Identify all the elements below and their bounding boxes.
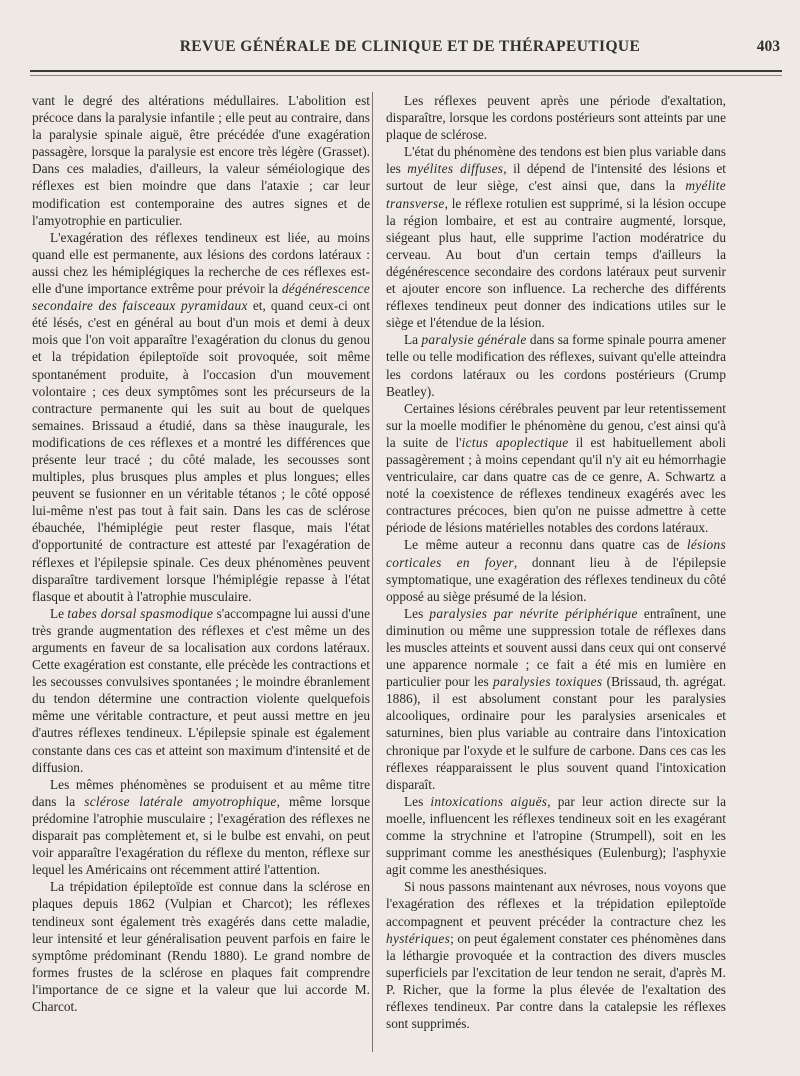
paragraph bbox=[32, 776, 370, 879]
paragraph bbox=[386, 793, 726, 878]
text-run: et, quand ceux-ci ont été lésés, c'est en général au bout d'un mois et demi à deux mois que l'on voit apparaître l'exagération du clonus du genou et la trépidation épileptoïde soit provoquée, soit même spontanément produite, à l'occasion d'un mouvement volontaire ; ces deux symptômes sont les précurseurs de la contracture permanente qui les suit au bout de quelques semaines. Brissaud a étudié, dans sa thèse inaugurale, les modifications de ces réflexes et a montré les différences que présente leur tracé ; du côté malade, les secousses sont multiples, plus brusques plus amples et plus longues; elles peuvent se fusionner en un véritable tétanos ; le côté opposé lui-même n'est pas tout à fait sain. Dans les cas de sclérose ébauchée, l'hémiplégie peut rester flasque, mais l'état d'opportunité de contracture est attesté par l'exagération de réflexes et l'épilepsie spinale. Ces deux phénomènes peuvent disparaître tardivement lorsque l'hémiplégie repasse à l'état flasque et aboutit à l'atrophie musculaire. bbox=[32, 298, 371, 604]
text-run: ; on peut également constater ces phénomènes dans la léthargie provoquée et la contraction des divers muscles superficiels par l'excitation de leur tendon ne serait, d'après M. P. Richer, que la forme la plus élevée de l'exaltation des réflexes tendineux. Par contre dans la catalepsie les réflexes sont supprimés. bbox=[386, 930, 726, 1032]
text-run: La bbox=[404, 332, 422, 348]
paragraph bbox=[386, 143, 726, 331]
text-run: Les bbox=[404, 605, 430, 621]
paragraph bbox=[32, 878, 370, 1015]
italic-term: lésions corticales en foyer bbox=[386, 537, 726, 570]
italic-term: myélites diffuses bbox=[407, 161, 504, 177]
paragraph bbox=[32, 92, 370, 229]
text-run: s'accompagne lui aussi d'une très grande augmentation des réflexes et c'est même un des arguments en faveur de sa localisation aux cordons latéraux. Cette exagération est constante, elle précède les contractions et les secousses convulsives spontanées ; le moindre ébranlement du tendon détermine une contraction violente quelquefois même une véritable contracture, et peut aussi mettre en jeu d'autres réflexes tendineux. L'épilepsie spinale est également constante dans ces cas et atteint son maximum d'intensité et de diffusion. bbox=[32, 605, 371, 775]
italic-term: dégénérescence secondaire des faisceaux pyramidaux bbox=[32, 281, 370, 314]
paragraph bbox=[32, 229, 370, 605]
text-run: , par leur action directe sur la moelle, influencent les réflexes tendineux soit en les exagérant comme la strychnine et l'atropine (Strumpell), soit en les supprimant comme les anesthésiques (Eulenburg); l'asphyxie agit comme les anesthésiques. bbox=[386, 793, 726, 878]
paragraph bbox=[386, 536, 726, 604]
text-run: Le bbox=[50, 605, 68, 621]
italic-term: paralysie générale bbox=[421, 332, 527, 348]
text-run: , donnant lieu à de l'épilepsie symptomatique, une exagération des réflexes tendineux du côté opposé au siège présumé de la lésion. bbox=[386, 554, 726, 604]
text-run: Certaines lésions cérébrales peuvent par leur retentissement sur la moelle modifier le phénomène du genou, c'est ainsi qu'à la suite de l' bbox=[386, 400, 726, 450]
header-rule bbox=[30, 70, 782, 72]
italic-term: ictus apoplectique bbox=[461, 434, 569, 450]
left-column bbox=[32, 92, 370, 1015]
text-run: L'exagération des réflexes tendineux est liée, au moins quand elle est permanente, aux lésions des cordons latéraux : aussi chez les hémiplégiques la recherche de ces réflexes est-elle d'une importance extrême pour prévoir la bbox=[32, 229, 370, 297]
text-run: Les réflexes peuvent après une période d'exaltation, disparaître, lorsque les cordons postérieurs sont atteints par une plaque de sclérose. bbox=[386, 93, 726, 143]
paragraph bbox=[386, 878, 726, 1032]
running-title: REVUE GÉNÉRALE DE CLINIQUE ET DE THÉRAPEUTIQUE bbox=[179, 38, 641, 55]
text-run: vant le degré des altérations médullaires. L'abolition est précoce dans la paralysie infantile ; elle peut au contraire, dans la paralysie spinale aiguë, être précédée d'une exagération passagère, lorsque la paralysie est encore très légère (Grasset). Dans ces maladies, d'ailleurs, la valeur séméiologique des réflexes est bien moindre que dans l'ataxie ; car leur modification est contemporaine des autres signes et de l'amyotrophie en particulier. bbox=[32, 93, 370, 228]
text-run: , il dépend de l'intensité des lésions et surtout de leur siège, c'est ainsi que, dans la bbox=[386, 161, 726, 194]
italic-term: paralysies toxiques bbox=[493, 674, 603, 690]
italic-term: intoxications aiguës bbox=[430, 793, 548, 809]
right-column bbox=[386, 92, 726, 1032]
page-number: 403 bbox=[756, 38, 780, 55]
text-run: L'état du phénomène des tendons est bien plus variable dans les bbox=[386, 144, 726, 177]
italic-term: paralysies par névrite périphérique bbox=[429, 605, 638, 621]
text-run: La trépidation épileptoïde est connue dans la sclérose en plaques depuis 1862 (Vulpian et Charcot); les réflexes tendineux sont également très exagérés dans cette maladie, leur intensité et leur généralisation peuvent parfois en faire le symptôme prédominant (Rendu 1880). Le grand nombre de formes frustes de la sclérose en plaques fait comprendre l'importance de ce signe et la valeur que lui accorde M. Charcot. bbox=[32, 879, 370, 1014]
italic-term: myélite transverse bbox=[386, 178, 726, 211]
text-run: (Brissaud, th. agrégat. 1886), il est absolument constant pour les paralysies alcooliques, ordinaire pour les paralysies arsenicales et saturnines, bien plus variable au contraire dans l'intoxication chronique par l'oxyde et le sulfure de carbone. Dans ces cas les réflexes réapparaissent le plus souvent quand l'intoxication disparaît. bbox=[386, 674, 727, 792]
running-header bbox=[30, 38, 780, 68]
text-run: Les mêmes phénomènes se produisent et au même titre dans la bbox=[32, 776, 370, 809]
text-run: Si nous passons maintenant aux névroses, nous voyons que l'exagération des réflexes et la trépidation epileptoïde accompagnent et peuvent précéder la contracture chez les bbox=[386, 879, 726, 929]
text-run: , même lorsque prédomine l'atrophie musculaire ; l'exagération des réflexes ne disparait pas complètement et, si le bulbe est envahi, on peut voir apparaître l'exagération du réflexe du menton, réflexe sur lequel les Américains ont récemment attiré l'attention. bbox=[32, 793, 370, 878]
paragraph bbox=[32, 605, 370, 776]
paragraph bbox=[386, 331, 726, 399]
italic-term: hystériques bbox=[386, 930, 451, 946]
text-run: , le réflexe rotulien est supprimé, si la lésion occupe la région lombaire, et est au contraire augmenté, lorsque, siégeant plus haut, elle supprime l'action modératrice du cerveau. Au bout d'un certain temps d'ailleurs la dégénérescence secondaire des cordons latéraux peut survenir et ajouter encore son influence. La recherche des différents réflexes tendineux peut donner des indications utiles sur le siège et l'étendue de la lésion. bbox=[386, 195, 726, 331]
italic-term: tabes dorsal spasmodique bbox=[67, 605, 214, 621]
italic-term: sclérose latérale amyotrophique bbox=[84, 793, 277, 809]
paragraph bbox=[386, 605, 726, 793]
text-run: Le même auteur a reconnu dans quatre cas de bbox=[404, 537, 687, 553]
column-divider bbox=[372, 92, 373, 1052]
text-run: dans sa forme spinale pourra amener telle ou telle modification des réflexes, suivant qu'elle atteindra les cordons latéraux ou les cordons postérieurs (Crump Beatley). bbox=[386, 332, 726, 399]
header-rule-thin bbox=[30, 75, 782, 76]
text-run: Les bbox=[404, 793, 431, 809]
text-run: entraînent, une diminution ou même une suppression totale de réflexes dans les muscles atteints et souvent aussi dans ceux qui ont conservé une apparence normale ; ce fait a été mis en lumière en particulier pour les bbox=[386, 605, 727, 690]
paragraph bbox=[386, 92, 726, 143]
paragraph bbox=[386, 400, 726, 537]
text-run: il est habituellement aboli passagèrement ; à moins cependant qu'il n'y ait eu hémorrhagie ventriculaire, car dans quatre cas de ce genre, A. Schwartz a noté la coexistence de réflexes tendineux exagérés avec les contractures précoces, bien qu'on ne puisse admettre à cette période de lésions matérielles notables des cordons latéraux. bbox=[386, 434, 727, 536]
